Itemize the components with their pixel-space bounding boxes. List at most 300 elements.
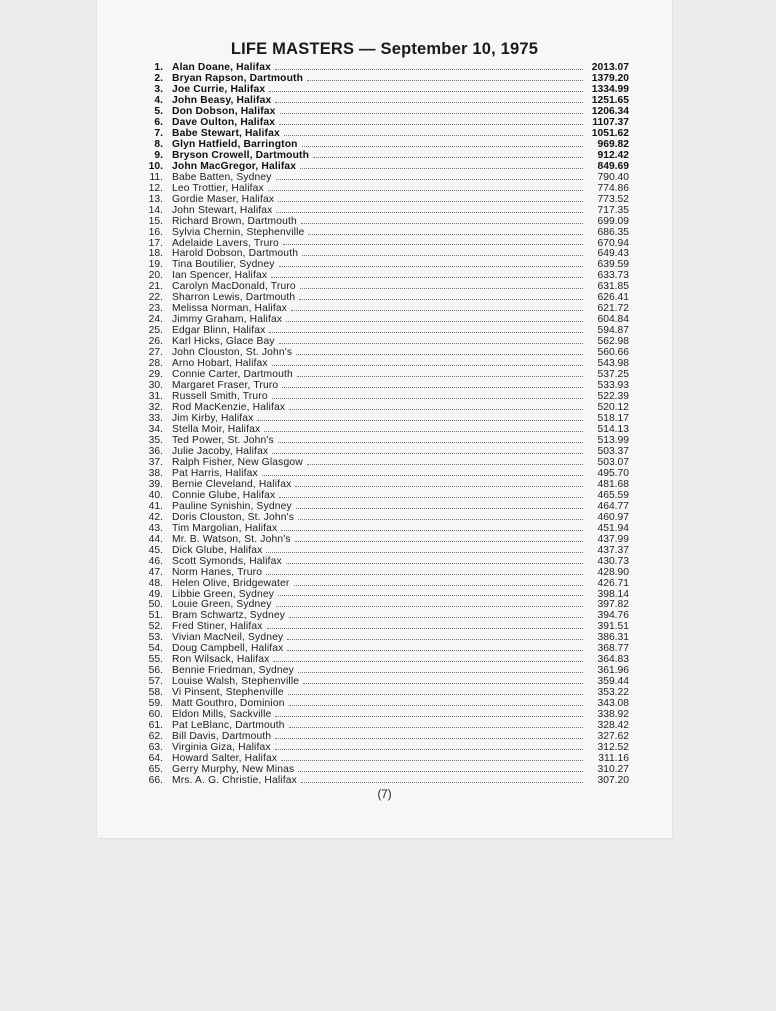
master-points: 1334.99 [591,83,629,95]
rank-number: 58. [148,687,163,699]
player-name: Norm Hanes, Truro [172,566,263,578]
master-points: 307.20 [597,774,629,786]
list-item [141,545,629,556]
master-points: 633.73 [597,270,629,282]
player-name: Connie Glube, Halifax [172,489,276,501]
rank-number: 60. [148,709,163,721]
list-item [141,325,629,336]
player-name: Joe Currie, Halifax [172,83,266,95]
leader-dots [282,386,583,388]
player-name: Louie Green, Sydney [172,599,272,611]
player-name: Pat Harris, Halifax [172,467,258,479]
page-number: (7) [377,789,392,801]
master-points: 311.16 [598,753,629,765]
player-name: Louise Walsh, Stephenville [172,676,300,688]
rank-number: 37. [148,456,163,468]
rank-number: 4. [154,94,163,106]
leader-dots [279,496,583,498]
leader-dots [299,298,583,300]
player-name: Melissa Norman, Halifax [172,303,288,315]
player-name: John Beasy, Halifax [172,94,272,106]
player-name: Adelaide Lavers, Truro [172,237,279,249]
player-name: Bill Davis, Dartmouth [172,731,272,743]
list-item [141,523,629,534]
leader-dots [301,222,583,224]
list-item [141,468,629,479]
rank-number: 14. [148,204,163,216]
player-name: Eldon Mills, Sackville [172,709,272,721]
list-item [141,259,629,270]
rank-number: 32. [148,402,163,414]
master-points: 437.37 [597,544,629,556]
player-name: Gordie Maser, Halifax [172,193,275,205]
list-item [141,753,629,764]
rank-number: 66. [148,774,163,786]
list-item [141,227,629,238]
leader-dots [273,660,583,662]
rank-number: 57. [148,676,163,688]
leader-dots [281,759,583,761]
master-points: 503.37 [597,445,629,457]
leader-dots [257,419,583,421]
list-item [141,150,629,161]
player-name: John MacGregor, Halifax [172,160,297,172]
leader-dots [264,430,583,432]
document-page [97,0,672,838]
list-item [141,534,629,545]
player-name: Ralph Fisher, New Glasgow [172,456,303,468]
leader-dots [275,101,583,103]
list-item [141,413,629,424]
master-points: 398.14 [597,588,629,600]
master-points: 426.71 [597,577,629,589]
master-points: 312.52 [597,742,629,754]
master-points: 368.77 [597,643,629,655]
rank-number: 8. [154,138,163,150]
leader-dots [289,704,583,706]
list-item [141,424,629,435]
list-item [141,270,629,281]
leader-dots [269,331,583,333]
list-item [141,764,629,775]
rank-number: 11. [149,171,163,183]
list-item [141,62,629,73]
master-points: 773.52 [597,193,629,205]
leader-dots [296,507,583,509]
master-points: 1206.34 [591,105,629,117]
master-points: 428.90 [597,566,629,578]
player-name: Ian Spencer, Halifax [172,270,268,282]
player-name: Ron Wilsack, Halifax [172,654,270,666]
leader-dots [278,594,583,596]
rank-number: 65. [148,764,163,775]
leader-dots [281,529,583,531]
player-name: John Stewart, Halifax [172,204,273,216]
rank-number: 50. [148,599,163,611]
master-points: 562.98 [597,336,629,348]
leader-dots [279,265,583,267]
rank-number: 29. [148,369,163,381]
master-points: 604.84 [597,314,629,326]
leader-dots [268,189,583,191]
master-points: 670.94 [597,237,629,249]
master-points: 465.59 [597,489,629,501]
list-item [141,610,629,621]
rank-number: 61. [148,720,163,732]
rank-number: 36. [148,445,163,457]
leader-dots [291,309,583,311]
player-name: Matt Gouthro, Dominion [172,698,285,710]
list-item [141,567,629,578]
player-name: Don Dobson, Halifax [172,105,276,117]
list-item [141,632,629,643]
master-points: 343.08 [597,698,629,710]
player-name: Rod MacKenzie, Halifax [172,402,286,414]
master-points: 328.42 [597,720,629,732]
player-name: Libbie Green, Sydney [172,588,275,600]
master-points: 481.68 [597,478,629,490]
list-item [141,589,629,600]
leader-dots [296,353,583,355]
rank-number: 45. [148,544,163,556]
master-points: 1107.37 [592,116,629,128]
list-item [141,720,629,731]
rank-number: 46. [148,555,163,567]
list-item [141,676,629,687]
list-item [141,336,629,347]
list-item [141,128,629,139]
leader-dots [275,737,583,739]
master-points: 849.69 [597,160,629,172]
master-points: 451.94 [597,522,629,534]
list-item [141,303,629,314]
list-item [141,599,629,610]
leader-dots [303,682,583,684]
master-points: 391.51 [597,621,629,633]
player-name: Doug Campbell, Halifax [172,643,284,655]
rank-number: 52. [148,621,163,633]
leader-dots [307,463,583,465]
list-item [141,621,629,632]
rank-number: 56. [148,665,163,677]
leader-dots [284,134,583,136]
rank-number: 31. [148,391,163,403]
master-points: 699.09 [597,215,629,227]
list-item [141,95,629,106]
master-points: 359.44 [597,676,629,688]
master-points: 503.07 [597,456,629,468]
list-item [141,446,629,457]
master-points: 520.12 [597,402,629,414]
list-item [141,139,629,150]
leader-dots [279,342,583,344]
master-points: 1379.20 [591,72,629,84]
player-name: John Clouston, St. John's [172,347,293,359]
leader-dots [287,638,583,640]
list-item [141,709,629,720]
rank-number: 15. [148,215,163,227]
leader-dots [283,243,583,245]
leader-dots [298,671,583,673]
leader-dots [267,627,583,629]
rank-number: 6. [154,116,163,128]
rank-number: 28. [148,358,163,370]
player-name: Vi Pinsent, Stephenville [172,687,284,699]
list-item [141,347,629,358]
rank-number: 23. [148,303,163,315]
rank-number: 33. [148,413,163,424]
master-points: 464.77 [597,500,629,512]
master-points: 327.62 [597,731,629,743]
leader-dots [289,726,583,728]
list-item [141,402,629,413]
player-name: Vivian MacNeil, Sydney [172,632,284,644]
master-points: 1251.65 [591,94,629,106]
list-item [141,369,629,380]
master-points: 537.25 [597,369,629,381]
rank-number: 30. [148,380,163,392]
master-points: 790.40 [597,171,629,183]
player-name: Jimmy Graham, Halifax [172,314,283,326]
master-points: 717.35 [597,204,629,216]
player-name: Gerry Murphy, New Minas [172,764,295,775]
leader-dots [269,90,583,92]
player-name: Carolyn MacDonald, Truro [172,281,296,293]
rank-number: 18. [148,248,163,260]
rank-number: 1. [154,62,163,73]
rank-number: 41. [148,500,163,512]
leader-dots [297,375,583,377]
leader-dots [286,562,583,564]
leader-dots [302,145,583,147]
master-points: 338.92 [597,709,629,721]
list-item [141,457,629,468]
master-points: 631.85 [597,281,629,293]
leader-dots [279,123,583,125]
master-points: 639.59 [597,259,629,271]
rank-number: 34. [148,423,163,435]
player-name: Glyn Hatfield, Barrington [172,138,298,150]
leader-dots [300,287,583,289]
master-points: 969.82 [597,138,629,150]
master-points: 686.35 [597,226,629,238]
list-item [141,490,629,501]
player-name: Russell Smith, Truro [172,391,268,403]
list-item [141,435,629,446]
master-points: 2013.07 [591,62,629,73]
player-name: Arno Hobart, Halifax [172,358,268,370]
rank-number: 19. [148,259,163,271]
player-name: Ted Power, St. John's [172,434,274,446]
rank-number: 62. [148,731,163,743]
player-name: Tina Boutilier, Sydney [172,259,275,271]
rank-number: 3. [154,83,163,95]
list-item [141,654,629,665]
list-item [141,358,629,369]
master-points: 543.98 [597,358,629,370]
list-item [141,314,629,325]
list-item [141,775,629,786]
player-name: Sylvia Chernin, Stephenville [172,226,305,238]
life-masters-list [141,62,629,786]
leader-dots [266,551,583,553]
list-item [141,172,629,183]
leader-dots [275,68,583,70]
leader-dots [300,167,583,169]
rank-number: 63. [148,742,163,754]
player-name: Mr. B. Watson, St. John's [172,533,291,545]
leader-dots [278,441,583,443]
leader-dots [266,573,583,575]
rank-number: 59. [148,698,163,710]
master-points: 460.97 [597,511,629,523]
list-item [141,698,629,709]
player-name: Connie Carter, Dartmouth [172,369,293,381]
rank-number: 38. [148,467,163,479]
master-points: 621.72 [597,303,629,315]
list-item [141,194,629,205]
rank-number: 47. [148,566,163,578]
rank-number: 55. [148,654,163,666]
list-item [141,578,629,589]
master-points: 361.96 [597,665,629,677]
list-item [141,84,629,95]
master-points: 514.13 [597,423,629,435]
leader-dots [275,748,583,750]
rank-number: 16. [148,226,163,238]
player-name: Doris Clouston, St. John's [172,511,295,523]
player-name: Babe Stewart, Halifax [172,127,280,139]
player-name: Babe Batten, Sydney [172,171,272,183]
rank-number: 51. [148,610,163,622]
master-points: 518.17 [597,413,629,424]
master-points: 364.83 [597,654,629,666]
rank-number: 10. [148,160,163,172]
leader-dots [301,781,583,783]
master-points: 774.86 [597,182,629,194]
master-points: 649.43 [597,248,629,260]
list-item [141,380,629,391]
leader-dots [295,485,583,487]
player-name: Bernie Cleveland, Halifax [172,478,292,490]
list-item [141,512,629,523]
master-points: 912.42 [597,149,629,161]
leader-dots [302,254,583,256]
player-name: Fred Stiner, Halifax [172,621,263,633]
leader-dots [294,584,584,586]
leader-dots [276,605,583,607]
master-points: 594.87 [597,325,629,337]
list-item [141,731,629,742]
leader-dots [313,156,583,158]
leader-dots [295,540,583,542]
player-name: Bryson Crowell, Dartmouth [172,149,310,161]
rank-number: 20. [148,270,163,282]
list-item [141,556,629,567]
leader-dots [288,693,583,695]
master-points: 1051.62 [591,127,629,139]
player-name: Bennie Friedman, Sydney [172,665,294,677]
player-name: Karl Hicks, Glace Bay [172,336,275,348]
rank-number: 42. [148,511,163,523]
leader-dots [280,112,583,114]
rank-number: 27. [148,347,163,359]
rank-number: 22. [148,292,163,304]
rank-number: 53. [148,632,163,644]
master-points: 430.73 [597,555,629,567]
player-name: Bram Schwartz, Sydney [172,610,286,622]
player-name: Bryan Rapson, Dartmouth [172,72,304,84]
leader-dots [276,178,583,180]
list-item [141,216,629,227]
leader-dots [272,364,583,366]
player-name: Margaret Fraser, Truro [172,380,279,392]
player-name: Mrs. A. G. Christie, Halifax [172,774,297,786]
leader-dots [272,452,583,454]
list-item [141,479,629,490]
master-points: 437.99 [597,533,629,545]
list-item [141,665,629,676]
leader-dots [298,770,583,772]
player-name: Sharron Lewis, Dartmouth [172,292,296,304]
rank-number: 44. [148,533,163,545]
rank-number: 25. [148,325,163,337]
list-item [141,643,629,654]
list-item [141,161,629,172]
player-name: Tim Margolian, Halifax [172,522,278,534]
rank-number: 17. [148,237,163,249]
player-name: Pauline Synishin, Sydney [172,500,292,512]
master-points: 513.99 [597,434,629,446]
player-name: Dick Glube, Halifax [172,544,263,556]
player-name: Jim Kirby, Halifax [172,413,254,424]
player-name: Leo Trottier, Halifax [172,182,264,194]
leader-dots [271,276,583,278]
master-points: 626.41 [597,292,629,304]
rank-number: 2. [154,72,163,84]
player-name: Edgar Blinn, Halifax [172,325,266,337]
rank-number: 12. [148,182,163,194]
leader-dots [278,200,583,202]
player-name: Alan Doane, Halifax [172,62,271,73]
master-points: 394.76 [597,610,629,622]
list-item [141,117,629,128]
leader-dots [262,474,583,476]
leader-dots [276,211,583,213]
rank-number: 40. [148,489,163,501]
player-name: Pat LeBlanc, Dartmouth [172,720,285,732]
master-points: 386.31 [597,632,629,644]
rank-number: 48. [148,577,163,589]
rank-number: 5. [154,105,163,117]
leader-dots [286,320,583,322]
player-name: Julie Jacoby, Halifax [172,445,269,457]
list-item [141,248,629,259]
list-item [141,106,629,117]
rank-number: 26. [148,336,163,348]
rank-number: 24. [148,314,163,326]
list-item [141,501,629,512]
rank-number: 35. [148,434,163,446]
master-points: 495.70 [597,467,629,479]
leader-dots [275,715,583,717]
master-points: 353.22 [597,687,629,699]
list-item [141,238,629,249]
rank-number: 54. [148,643,163,655]
rank-number: 49. [148,588,163,600]
player-name: Scott Symonds, Halifax [172,555,282,567]
leader-dots [307,79,583,81]
